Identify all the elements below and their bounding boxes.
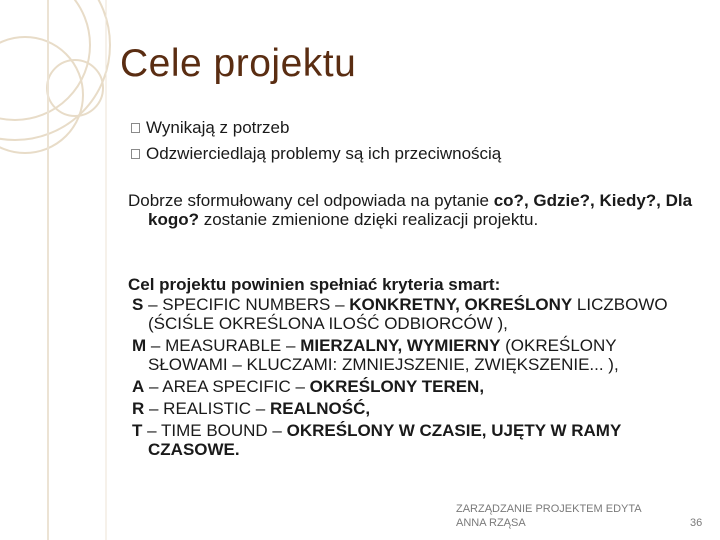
slide-title: Cele projektu	[120, 42, 357, 85]
smart-bold: OKREŚLONY TEREN,	[309, 377, 485, 396]
smart-bold: MIERZALNY, WYMIERNY	[300, 336, 501, 355]
smart-dash: – MEASURABLE –	[146, 336, 301, 355]
square-bullet-icon	[131, 149, 140, 159]
bullet-item	[131, 141, 501, 167]
smart-dash: – REALISTIC –	[144, 399, 270, 418]
smart-letter: S	[132, 295, 144, 314]
smart-item-m	[132, 336, 698, 374]
paragraph-text: Dobrze sformułowany cel odpowiada na pytanie	[128, 191, 494, 210]
smart-bold: OKREŚLONY W CZASIE, UJĘTY W RAMY CZASOWE.	[148, 421, 621, 459]
footer-line: ZARZĄDZANIE PROJEKTEM EDYTA	[456, 503, 642, 515]
smart-letter: A	[132, 377, 145, 396]
smart-item-r	[132, 399, 698, 418]
smart-dash: – AREA SPECIFIC –	[144, 377, 310, 396]
smart-rest: LICZBOWO (ŚCIŚLE OKREŚLONA ILOŚĆ ODBIORCÓW ),	[148, 295, 668, 333]
smart-rest: (OKREŚLONY SŁOWAMI – KLUCZAMI: ZMNIEJSZENIE, ZWIĘKSZENIE... ),	[148, 336, 619, 374]
bullet-text: Wynikają z potrzeb	[146, 118, 290, 137]
footer-line: ANNA RZĄSA	[456, 517, 526, 529]
smart-lead: Cel projektu powinien spełniać kryteria smart:	[128, 275, 501, 294]
smart-item-t	[132, 421, 698, 459]
square-bullet-icon	[131, 123, 140, 133]
goal-paragraph	[128, 191, 698, 229]
slide-footer	[456, 502, 642, 530]
smart-dash: – SPECIFIC NUMBERS –	[143, 295, 350, 314]
smart-criteria	[128, 275, 698, 462]
paragraph-text: zostanie zmienione dzięki realizacji projektu.	[199, 210, 539, 229]
bullet-text: Odzwierciedlają problemy są ich przeciwnością	[146, 144, 502, 163]
smart-item-a	[132, 377, 698, 396]
smart-letter: T	[132, 421, 143, 440]
bullet-item	[131, 115, 501, 141]
paragraph-questions: co?, Gdzie?, Kiedy?, Dla kogo?	[148, 191, 693, 229]
bullet-list	[131, 115, 501, 167]
smart-dash: – TIME BOUND –	[142, 421, 287, 440]
smart-letter: R	[132, 399, 145, 418]
smart-letter: M	[132, 336, 147, 355]
page-number: 36	[690, 517, 703, 529]
smart-bold: KONKRETNY, OKREŚLONY	[349, 295, 573, 314]
smart-item-s	[132, 295, 698, 333]
smart-bold: REALNOŚĆ,	[269, 399, 371, 418]
